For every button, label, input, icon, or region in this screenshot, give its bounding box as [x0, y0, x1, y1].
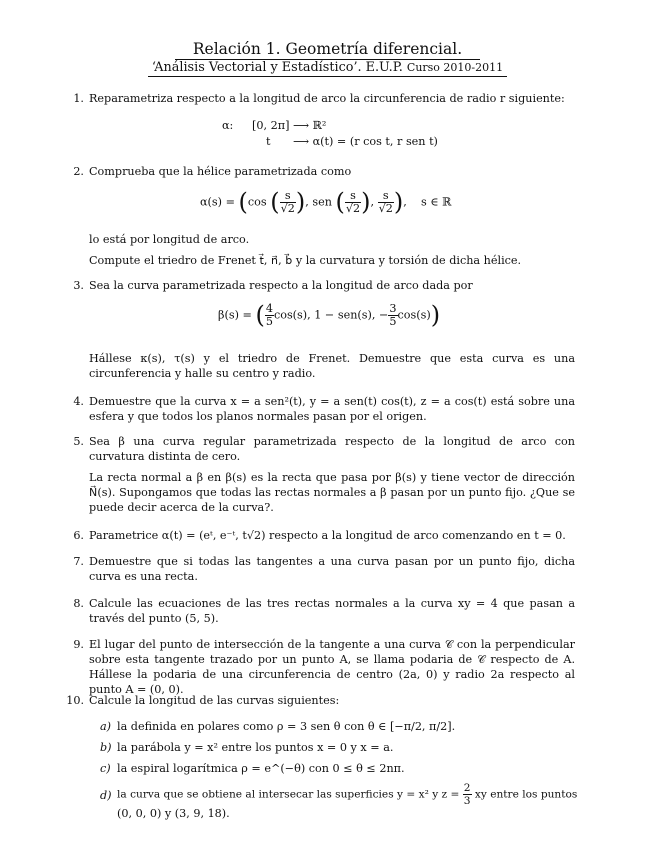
- problem-number: 9.: [73, 638, 84, 651]
- problem-text: Calcule la longitud de las curvas siguientes:: [89, 694, 340, 707]
- problem-text: El lugar del punto de intersección de la tangente a una curva 𝒞 con la perpendicular sobre esta tangente trazado por un punto A, se llama podaria de 𝒞 respecto de A. Hállese la podaria de una circunferencia de centro (2a, 0) y radio 2a respecto al punto A = (0, 0).: [89, 638, 575, 696]
- map-domain: [0, 2π]: [252, 119, 290, 132]
- problem-text: Sea β una curva regular parametrizada respecto de la longitud de arco con curvatura distinta de cero.: [89, 435, 575, 463]
- map-variable: t: [266, 135, 271, 148]
- problem-text: Calcule las ecuaciones de las tres rectas normales a la curva xy = 4 que pasan a través del punto (5, 5).: [89, 597, 575, 625]
- item-text: la definida en polares como ρ = 3 sen θ con θ ∈ [−π/2, π/2].: [117, 720, 456, 733]
- problem-text: Comprueba que la hélice parametrizada como: [89, 165, 352, 178]
- map-codomain: ⟶ ℝ²: [293, 119, 327, 132]
- problem-text: lo está por longitud de arco.: [89, 233, 250, 246]
- page-title: Relación 1. Geometría diferencial.: [0, 40, 655, 58]
- map-rule: ⟶ α(t) = (r cos t, r sen t): [293, 135, 438, 148]
- item-text: la curva que se obtiene al intersecar las superficies y = x² y z = $\frac{2}{3}$ xy entre los puntos: [117, 782, 578, 807]
- problem-number: 1.: [73, 92, 84, 105]
- item-text: la espiral logarítmica ρ = e^(−θ) con 0 ≤ θ ≤ 2nπ.: [117, 762, 405, 775]
- problem-number: 2.: [73, 165, 84, 178]
- page-subtitle: ‘Análisis Vectorial y Estadístico’. E.U.P. Curso 2010-2011: [0, 60, 655, 76]
- helix-formula: α(s) = (cos ( $\frac{s}{√2}$ ), sen ( $\frac{s}{√2}$ ), $\frac{s}{√2}$ ), s ∈ ℝ: [200, 188, 452, 216]
- problem-text: Demuestre que la curva x = a sen²(t), y = a sen(t) cos(t), z = a cos(t) está sobre una esfera y que todos los planos normales pasan por el origen.: [89, 395, 575, 423]
- problem-number: 6.: [73, 529, 84, 542]
- item-label: b): [100, 741, 112, 754]
- problem-text: Parametrice α(t) = (eᵗ, e⁻ᵗ, t√2) respecto a la longitud de arco comenzando en t = 0.: [89, 529, 566, 542]
- curve-formula: β(s) = ( $\frac{4}{5}$ cos(s), 1 − sen(s), − $\frac{3}{5}$ cos(s)): [218, 301, 441, 329]
- problem-number: 3.: [73, 279, 84, 292]
- map-name: α:: [222, 119, 234, 132]
- item-text: la parábola y = x² entre los puntos x = 0 y x = a.: [117, 741, 394, 754]
- problem-number: 10.: [66, 694, 84, 707]
- problem-text: Compute el triedro de Frenet t⃗, n⃗, b⃗ y la curvatura y torsión de dicha hélice.: [89, 254, 522, 267]
- item-label: a): [100, 720, 112, 733]
- problem-text: Demuestre que si todas las tangentes a una curva pasan por un punto fijo, dicha curva es una recta.: [89, 555, 575, 583]
- problem-number: 5.: [73, 435, 84, 448]
- problem-number: 7.: [73, 555, 84, 568]
- problem-text: La recta normal a β en β(s) es la recta que pasa por β(s) y tiene vector de dirección N⃗(s). Supongamos que todas las rectas normales a β pasan por un punto fijo. ¿Que se puede decir acerca de la curva?.: [89, 471, 575, 514]
- problem-number: 8.: [73, 597, 84, 610]
- item-label: c): [100, 762, 111, 775]
- problem-text: Hállese κ(s), τ(s) y el triedro de Frenet. Demuestre que esta curva es una circunferencia y halle su centro y radio.: [89, 352, 575, 380]
- problem-number: 4.: [73, 395, 84, 408]
- item-label: d): [100, 789, 112, 802]
- problem-text: Sea la curva parametrizada respecto a la longitud de arco dada por: [89, 279, 473, 292]
- item-text: (0, 0, 0) y (3, 9, 18).: [117, 807, 230, 820]
- problem-text: Reparametriza respecto a la longitud de arco la circunferencia de radio r siguiente:: [89, 92, 565, 105]
